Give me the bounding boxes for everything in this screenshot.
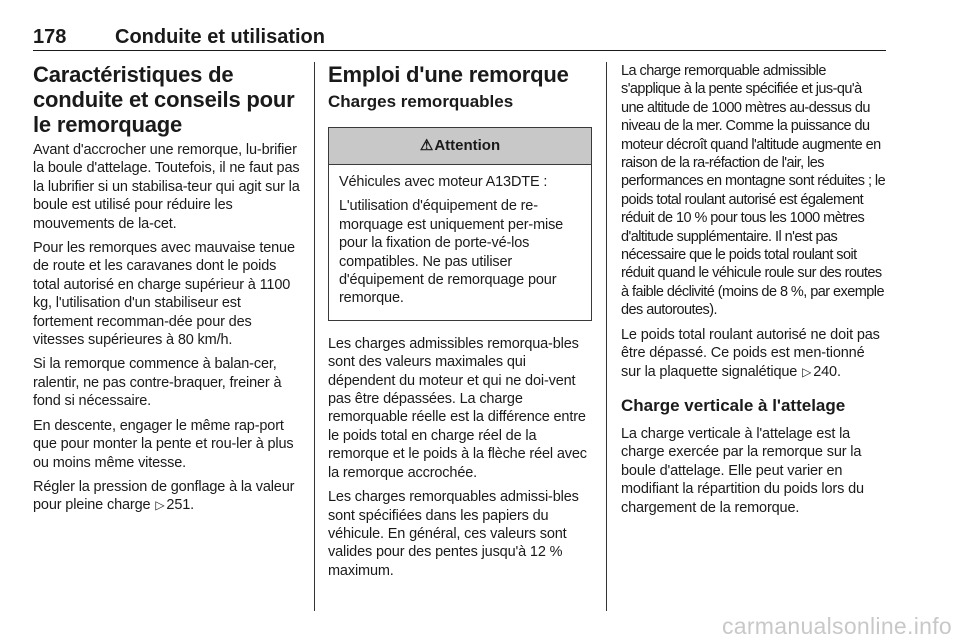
column-divider — [606, 62, 607, 611]
warning-triangle-icon: ⚠ — [419, 137, 434, 154]
page-reference[interactable]: 251. — [166, 497, 195, 514]
paragraph: La charge verticale à l'attelage est la charge exercée par la remorque sur la boule d'attelage. Elle peut varier en modifiant la répartition du poids lors du chargement de la remorque. — [621, 425, 864, 516]
page-header — [33, 26, 886, 51]
subheading-towing-loads: Charges remorquables — [328, 92, 514, 111]
paragraph: Si la remorque commence à balan-cer, ralentir, ne pas contre-braquer, freiner à fond si nécessaire. — [33, 356, 282, 410]
paragraph-text: Régler la pression de gonflage à la valeur pour pleine charge — [33, 478, 295, 514]
paragraph: Pour les remorques avec mauvaise tenue de route et les caravanes dont le poids total autorisé en charge supérieur à 1100 kg, l'utilisation d'un stabiliseur est fortement recomman-dée pour des vitesses supérieures à 80 km/h. — [33, 240, 295, 349]
paragraph: La charge remorquable admissible s'applique à la pente spécifiée et jus-qu'à une altitude de 1000 mètres au-dessus du niveau de la mer. Comme la puissance du moteur décroît quand l'altitude augmente en raison de la ra-réfaction de l'air, les performances en montagne sont réduites ; le poids total roulant autorisé est également réduit de 10 % pour tous les 1000 mètres d'altitude supplémentaire. Il n'est pas nécessaire que le poids total roulant soit réduit quand le véhicule roule sur des routes à faible déclivité (moins de 8 %, par exemple des autoroutes). — [621, 63, 886, 319]
heading-vertical-load: Charge verticale à l'attelage — [621, 395, 846, 415]
section-title: Conduite et utilisation — [115, 26, 325, 48]
paragraph-text: Le poids total roulant autorisé ne doit pas être dépassé. Ce poids est men-tionné sur la plaquette signalétique — [621, 326, 880, 380]
attention-box — [328, 127, 592, 321]
attention-line: L'utilisation d'équipement de re-morquage est uniquement per-mise pour la fixation de porte-vé-los compatibles. Ne pas utiliser d'équipement de remorquage pour remorque. — [339, 198, 564, 307]
column-left — [33, 62, 301, 521]
heading-trailer-use: Emploi d'une remorque — [328, 62, 569, 87]
paragraph: En descente, engager le même rap-port que pour monter la pente et rou-ler à plus ou moins même vitesse. — [33, 417, 294, 471]
page-reference-arrow-icon: ▷ — [802, 364, 812, 379]
page-reference[interactable]: 240. — [813, 363, 841, 380]
heading-driving-tips: Caractéristiques de conduite et conseils pour le remorquage — [33, 62, 295, 137]
attention-title: Attention — [434, 137, 501, 154]
watermark: carmanualsonline.info — [721, 613, 952, 639]
attention-line: Véhicules avec moteur A13DTE : — [339, 174, 548, 190]
paragraph: Les charges admissibles remorqua-bles sont des valeurs maximales qui dépendent du moteur et qui ne doi-vent pas être dépassées. La charge remorquable réelle est la différence entre le poids total en charge réel de la remorque et le poids à la flèche réel avec la remorque accrochée. — [328, 335, 587, 481]
column-divider — [314, 62, 315, 611]
column-right — [621, 62, 886, 523]
column-middle — [328, 62, 592, 586]
paragraph-gross-weight — [621, 326, 886, 381]
paragraph-tyre-pressure — [33, 478, 301, 515]
paragraph: Les charges remorquables admissi-bles sont spécifiées dans les papiers du véhicule. En général, ces valeurs sont valides pour des pentes jusqu'à 12 % maximum. — [328, 489, 579, 579]
attention-body — [329, 165, 591, 320]
page-number: 178 — [33, 26, 67, 48]
paragraph: Avant d'accrocher une remorque, lu-brifier la boule d'attelage. Toutefois, il ne faut pas la lubrifier si un stabilisa-teur qui agit sur la boule est utilisé pour réduire les mouvements de la-cet. — [33, 142, 300, 232]
page-reference-arrow-icon: ▷ — [155, 498, 165, 513]
attention-header — [329, 128, 591, 165]
